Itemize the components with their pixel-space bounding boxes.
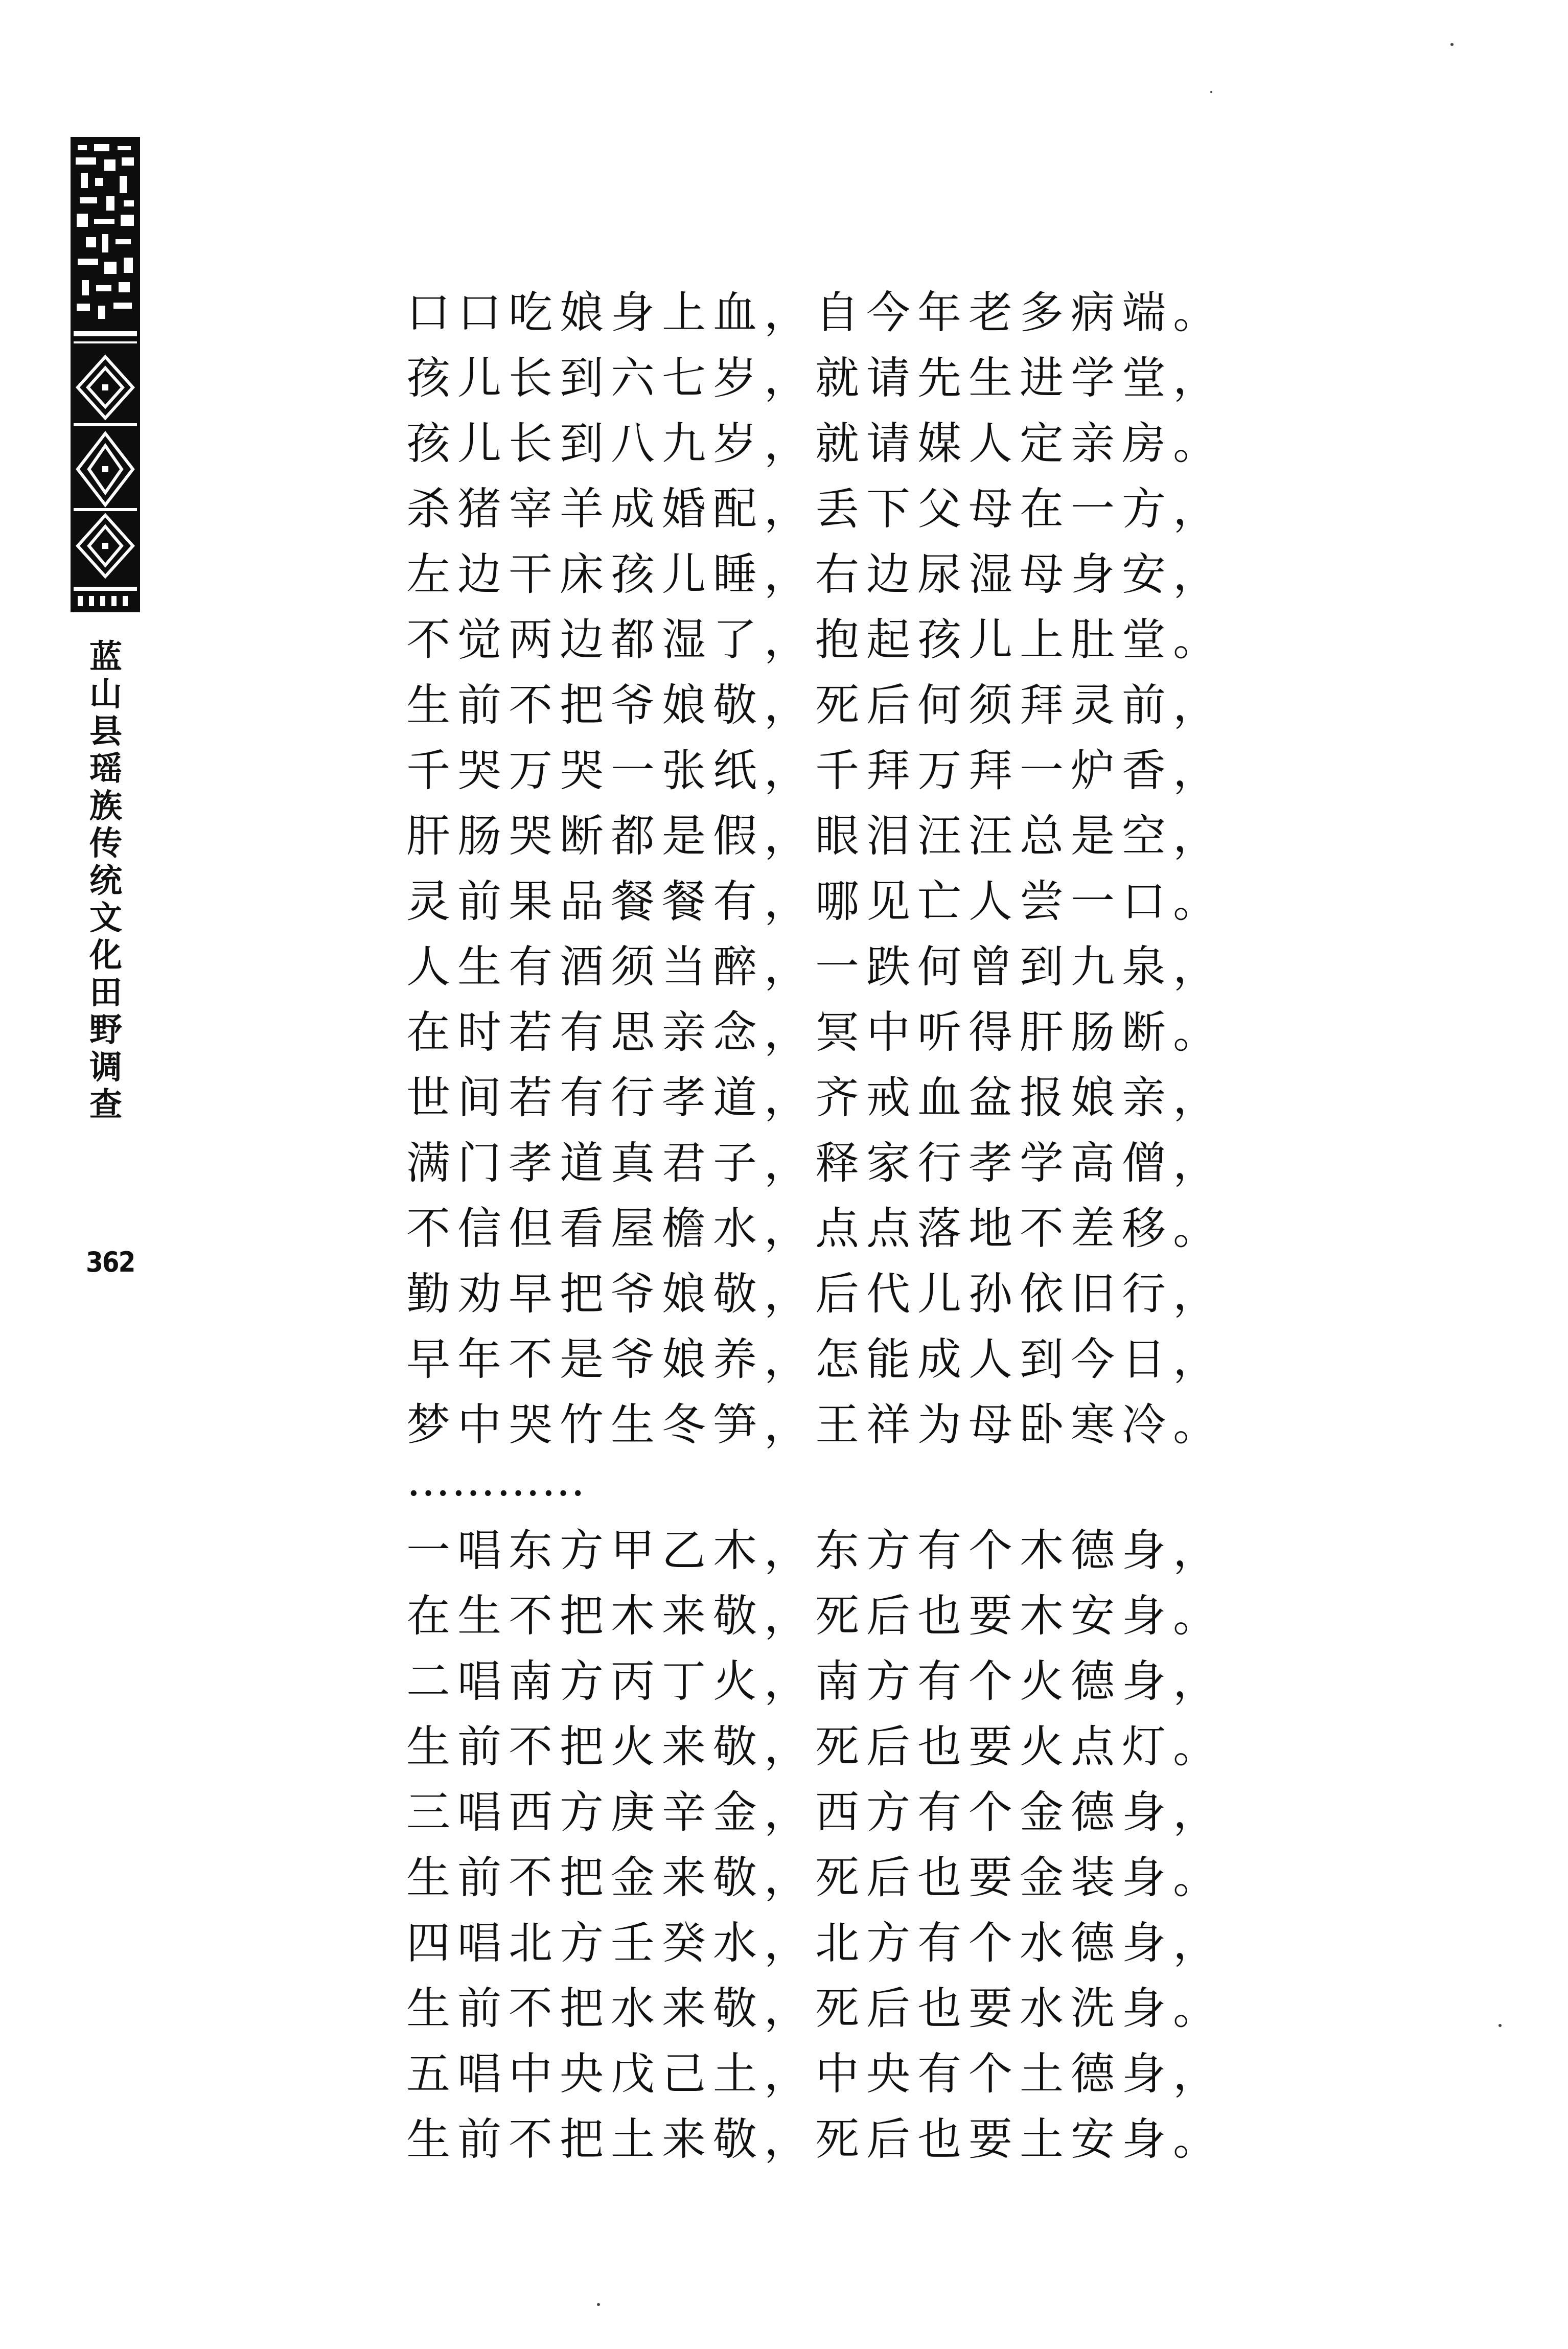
poem-line: 孩儿长到八九岁，就请媒人定亲房。 xyxy=(406,418,1224,469)
poem-line: 生前不把水来敬，死后也要水洗身。 xyxy=(406,1983,1224,2034)
running-title-char: 化 xyxy=(89,937,122,975)
poem-line: 五唱中央戊己土，中央有个土德身， xyxy=(406,2048,1224,2100)
poem-line: 不觉两边都湿了，抱起孩儿上肚堂。 xyxy=(406,614,1224,665)
poem-line: 早年不是爷娘养，怎能成人到今日， xyxy=(406,1334,1224,1385)
scan-speck xyxy=(1450,43,1454,46)
poem-line: 不信但看屋檐水，点点落地不差移。 xyxy=(406,1203,1224,1254)
poem-line: 生前不把金来敬，死后也要金装身。 xyxy=(406,1852,1224,1903)
running-title-char: 族 xyxy=(89,788,122,825)
scan-speck xyxy=(1210,91,1212,93)
running-title-char: 野 xyxy=(89,1011,122,1049)
running-title xyxy=(78,639,134,1124)
poem-line: 肝肠哭断都是假，眼泪汪汪总是空， xyxy=(406,811,1224,862)
poem-line: 勤劝早把爷娘敬，后代儿孙依旧行， xyxy=(406,1269,1224,1320)
running-title-char: 田 xyxy=(89,974,122,1012)
poem-line: 孩儿长到六七岁，就请先生进学堂， xyxy=(406,353,1224,404)
poem-line: 左边干床孩儿睡，右边尿湿母身安， xyxy=(406,549,1224,600)
poem-line: 世间若有行孝道，齐戒血盆报娘亲， xyxy=(406,1072,1224,1123)
poem-line: 生前不把火来敬，死后也要火点灯。 xyxy=(406,1721,1224,1772)
running-title-char: 县 xyxy=(89,713,122,751)
poem-line: 二唱南方丙丁火，南方有个火德身， xyxy=(406,1656,1224,1707)
poem-line: 四唱北方壬癸水，北方有个水德身， xyxy=(406,1918,1224,1969)
running-title-char: 山 xyxy=(89,676,122,713)
poem-line: 满门孝道真君子，释家行孝学高僧， xyxy=(406,1138,1224,1189)
poem-line: 人生有酒须当醉，一跌何曾到九泉， xyxy=(406,941,1224,993)
poem-line: 灵前果品餐餐有，哪见亡人尝一口。 xyxy=(406,876,1224,927)
poem-line: 杀猪宰羊成婚配，丢下父母在一方， xyxy=(406,483,1224,535)
section-ellipsis: ………… xyxy=(406,1455,586,1506)
poem-body xyxy=(406,280,1568,2172)
scan-speck xyxy=(1498,2024,1502,2027)
poem-line: 一唱东方甲乙木，东方有个木德身， xyxy=(406,1525,1224,1576)
poem-line: 梦中哭竹生冬笋，王祥为母卧寒冷。 xyxy=(406,1399,1224,1450)
poem-line: 在时若有思亲念，冥中听得肝肠断。 xyxy=(406,1007,1224,1058)
running-title-char: 瑶 xyxy=(89,750,122,788)
poem-line: 三唱西方庚辛金，西方有个金德身， xyxy=(406,1787,1224,1838)
running-title-char: 文 xyxy=(89,900,122,937)
page-number: 362 xyxy=(86,1246,135,1278)
poem-line: 生前不把爷娘敬，死后何须拜灵前， xyxy=(406,680,1224,731)
running-title-char: 调 xyxy=(89,1049,122,1087)
poem-line: 生前不把土来敬，死后也要土安身。 xyxy=(406,2114,1224,2165)
running-title-char: 传 xyxy=(89,825,122,863)
running-title-char: 统 xyxy=(89,862,122,900)
scan-speck xyxy=(597,2303,600,2306)
running-title-char: 蓝 xyxy=(89,638,122,676)
running-title-char: 查 xyxy=(89,1086,122,1124)
yao-brocade-pattern-icon xyxy=(71,137,140,612)
poem-line: 千哭万哭一张纸，千拜万拜一炉香， xyxy=(406,745,1224,796)
poem-line: 口口吃娘身上血，自今年老多病端。 xyxy=(406,287,1224,338)
poem-line: 在生不把木来敬，死后也要木安身。 xyxy=(406,1591,1224,1642)
